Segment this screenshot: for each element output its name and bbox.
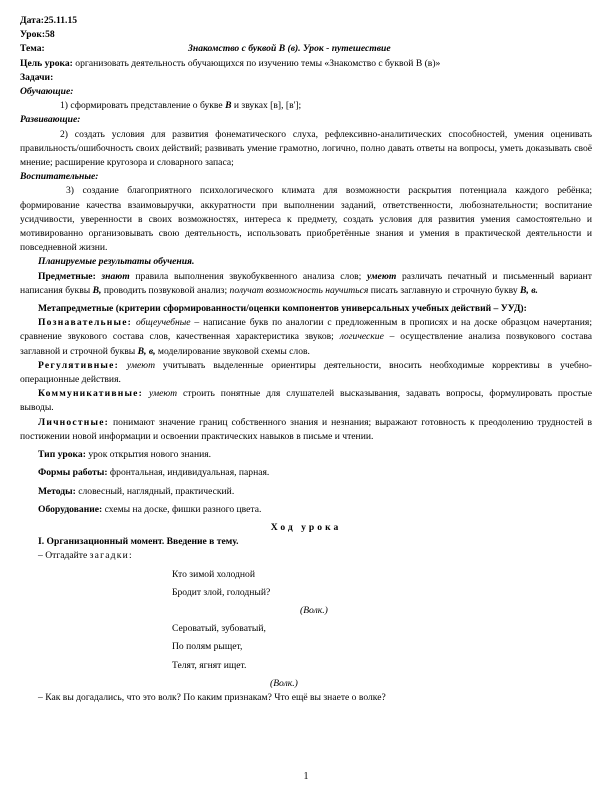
- equipment-label: Оборудование:: [38, 503, 103, 515]
- cognitive-log: логические: [339, 331, 384, 343]
- meta-text: (критерии сформированности/оценки компонентов универсальных учебных действий – УУД):: [113, 303, 527, 315]
- cognitive-label: Познавательные:: [38, 317, 133, 329]
- riddle-2-answer: (Волк.): [270, 677, 298, 689]
- goal-line: [20, 57, 592, 71]
- equipment-value: схемы на доске, фишки разного цвета.: [102, 503, 262, 515]
- subject-label: Предметные:: [38, 270, 96, 282]
- goal-text: организовать деятельность обучающихся по изучению темы «Знакомство с буквой В (в)»: [75, 57, 441, 69]
- date-label: Дата:: [20, 15, 44, 26]
- subject-text: правила выполнения звукобуквенного анализа слов;: [129, 270, 367, 282]
- communicative-results: [20, 387, 592, 415]
- riddle-2-line-1: Сероватый, зубоватый,: [172, 623, 266, 635]
- communicative-label: Коммуникативные:: [38, 388, 144, 400]
- meta-results: [20, 302, 592, 316]
- subject-chance: получат возможность научиться: [229, 284, 369, 296]
- course-heading: Ход урока: [270, 521, 342, 533]
- subject-can: умеют: [366, 270, 397, 282]
- lesson-type-value: урок открытия нового знания.: [85, 449, 212, 461]
- personal-text: понимают значение границ собственного знания и незнания; выражают готовность к преодолению трудностей в постижении новой информации и освоении практических навыков в письме и чтении.: [20, 416, 592, 442]
- date-value: 25.11.15: [43, 15, 78, 26]
- riddle-2-line-2: По полям рыщет,: [172, 641, 243, 653]
- date-line: [20, 14, 592, 28]
- methods: [20, 485, 592, 499]
- section-1-heading: I. Организационный момент. Введение в тему.: [38, 536, 239, 548]
- regulatory-text: учитывать выделенные ориентиры деятельности, вносить необходимые коррективы в учебно-операционные действия.: [20, 359, 592, 386]
- goal-label: Цель урока:: [20, 57, 73, 69]
- regulatory-can: умеют: [126, 359, 155, 371]
- lesson-type: [20, 448, 592, 462]
- work-forms-label: Формы работы:: [38, 467, 108, 479]
- subject-results: [20, 270, 592, 298]
- lesson-label: Урок:: [20, 29, 46, 41]
- work-forms-value: фронтальная, индивидуальная, парная.: [107, 467, 270, 479]
- document-page: [20, 14, 592, 705]
- cognitive-text: – написание букв по аналогии с предложенным в прописях и на доске образцом начертания; сравнение звукового состава слов, качественная характеристика звуков;: [20, 317, 592, 343]
- teaching-text: [20, 99, 592, 113]
- lesson-line: [20, 28, 592, 42]
- page-number: 1: [303, 771, 309, 782]
- subject-letter: В,: [92, 284, 102, 296]
- educational-text: 3) создание благоприятного психологического климата для возможности раскрытия потенциала каждого ребёнка; формирование качества взаимовыручки, аккуратности при выполнении заданий, ответственности, любознательности; воспитание усидчивости, уверенности в своих возможностях, интереса к предмету, создать условия для развития умения самостоятельно и мотивированно организовывать свою деятельность, использовать приобретённые знания и умения в практической деятельности и повседневной жизни.: [20, 185, 592, 254]
- teaching-letter: В: [225, 100, 232, 112]
- cognitive-gen: общеучебные: [135, 317, 191, 329]
- riddle-2-line-3: Телят, ягнят ищет.: [172, 659, 247, 671]
- teaching-label: Обучающие:: [20, 86, 74, 98]
- riddle-1-line-2: Бродит злой, голодный?: [172, 586, 271, 598]
- developing-label: Развивающие:: [20, 114, 81, 126]
- subject-text: писать заглавную и строчную букву: [368, 284, 521, 296]
- subject-text: различать печатный и письменный вариант написания буквы: [20, 270, 592, 296]
- teaching-text-part: и звуках [в], [в'];: [231, 100, 302, 112]
- meta-label: Метапредметные: [38, 303, 114, 315]
- teaching-text-part: 1) сформировать представление о букве: [60, 100, 226, 112]
- topic-line: [20, 42, 592, 56]
- subject-text: проводить позвуковой анализ;: [101, 284, 230, 296]
- cognitive-results: [20, 316, 592, 359]
- tasks-label: Задачи:: [20, 71, 54, 83]
- cognitive-text: – осуществление анализа позвукового состава заглавной и строчной буквы: [20, 331, 592, 357]
- regulatory-results: [20, 359, 592, 387]
- wolf-question: – Как вы догадались, что это волк? По каким признакам? Что ещё вы знаете о волке?: [38, 691, 386, 703]
- equipment: [20, 503, 592, 517]
- regulatory-label: Регулятивные:: [38, 359, 119, 371]
- educational-label: Воспитательные:: [20, 171, 99, 183]
- riddle-1-line-1: Кто зимой холодной: [172, 568, 255, 580]
- developing-text: 2) создать условия для развития фонематического слуха, рефлексивно-аналитических способностей, умения оценивать правильность/ошибочность своих действий; развивать умение грамотно, логично, полно давать ответы на вопросы, уметь доказывать своё мнение; расширение кругозора и словарного запаса;: [20, 128, 592, 169]
- personal-label: Личностные:: [38, 416, 110, 428]
- personal-results: [20, 416, 592, 444]
- lesson-value: 58: [45, 29, 55, 41]
- riddle-intro-word: загадки:: [89, 550, 133, 562]
- subject-letters: В, в.: [520, 284, 538, 296]
- riddle-intro: [20, 549, 592, 563]
- methods-value: словесный, наглядный, практический.: [75, 485, 235, 497]
- topic-value: Знакомство с буквой В (в). Урок - путешествие: [188, 43, 391, 55]
- lesson-type-label: Тип урока:: [38, 449, 86, 461]
- communicative-text: строить понятные для слушателей высказывания, задавать вопросы, формулировать простые выводы.: [20, 388, 592, 414]
- communicative-can: умеют: [148, 388, 178, 400]
- cognitive-letters: В, в,: [137, 345, 156, 357]
- subject-know: знают: [101, 270, 130, 282]
- riddle-intro-text: – Отгадайте: [38, 550, 90, 562]
- topic-label: Тема:: [20, 43, 45, 55]
- methods-label: Методы:: [38, 485, 76, 497]
- cognitive-text: моделирование звуковой схемы слов.: [155, 345, 310, 357]
- results-heading: Планируемые результаты обучения.: [38, 256, 195, 268]
- riddle-1-answer: (Волк.): [300, 604, 328, 616]
- work-forms: [20, 466, 592, 480]
